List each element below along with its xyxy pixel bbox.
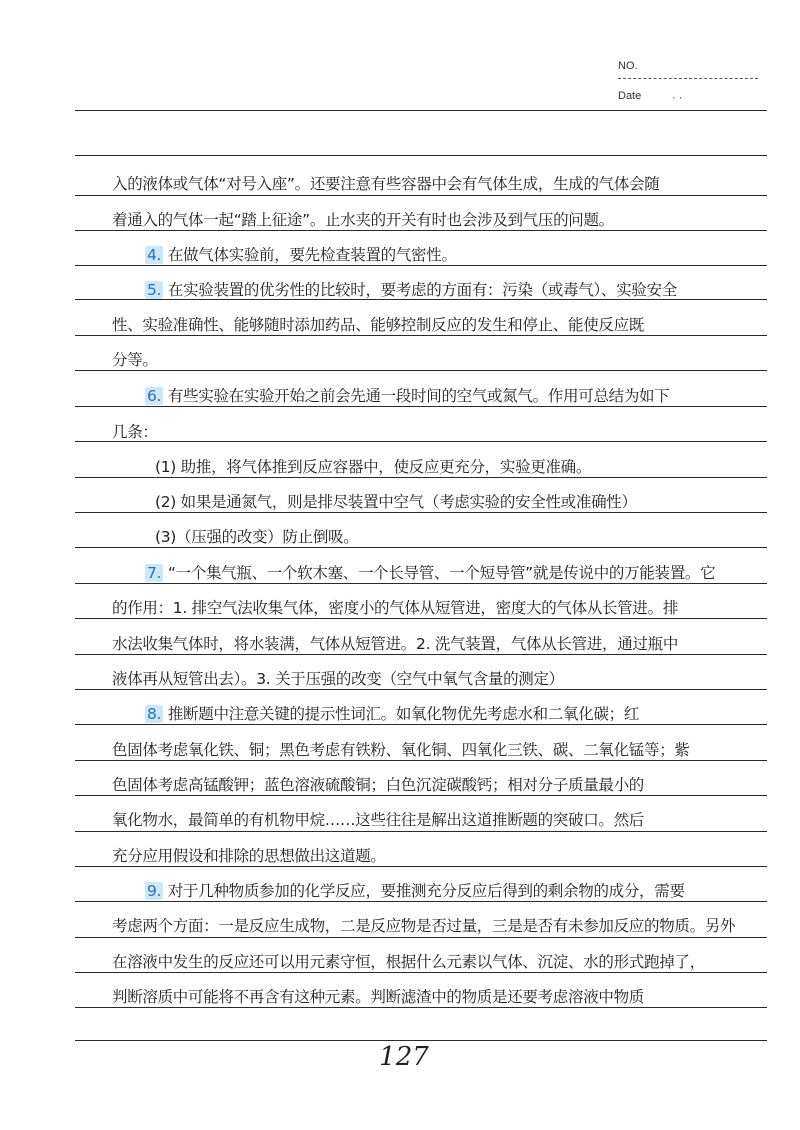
no-label: NO. [618, 60, 638, 72]
text-line: 氧化物水，最简单的有机物甲烷……这些往往是解出这道推断题的突破口。然后 [112, 811, 645, 829]
text-line: 的作用：1. 排空气法收集气体，密度小的气体从短管进，密度大的气体从长管进。排 [112, 599, 679, 617]
rule-line [75, 370, 767, 371]
rule-line [75, 760, 767, 761]
rule-line [75, 512, 767, 513]
text-line: 7. “一个集气瓶、一个软木塞、一个长导管、一个短导管”就是传说中的万能装置。它 [147, 564, 716, 582]
rule-line [75, 335, 767, 336]
text-line: 在溶液中发生的反应还可以用元素守恒，根据什么元素以气体、沉淀、水的形式跑掉了， [112, 953, 705, 971]
text-line: 入的液体或气体“对号入座”。还要注意有些容器中会有气体生成，生成的气体会随 [112, 175, 660, 193]
rule-line [75, 583, 767, 584]
item-number: 5. [147, 281, 162, 299]
rule-line [75, 230, 767, 231]
text-line: 6. 有些实验在实验开始之前会先通一段时间的空气或氮气。作用可总结为如下 [147, 387, 670, 405]
text-line: 水法收集气体时，将水装满，气体从短管进。2. 洗气装置，气体从长管进，通过瓶中 [112, 635, 679, 653]
date-label: Date [618, 90, 642, 102]
text-line: 充分应用假设和排除的思想做出这道题。 [112, 847, 386, 865]
text-line: 5. 在实验装置的优劣性的比较时，要考虑的方面有：污染（或毒气）、实验安全 [147, 281, 677, 299]
rule-line [75, 618, 767, 619]
text-line: (3)（压强的改变）防止倒吸。 [155, 528, 359, 546]
rule-line [75, 831, 767, 832]
text-line: 分等。 [112, 351, 158, 369]
rule-line [75, 110, 767, 111]
rule-line [75, 654, 767, 655]
item-number: 4. [147, 246, 162, 264]
rule-line [75, 689, 767, 690]
text-line: 着通入的气体一起“踏上征途”。止水夹的开关有时也会涉及到气压的问题。 [112, 211, 614, 229]
item-number: 8. [147, 705, 162, 723]
text-line: 考虑两个方面：一是反应生成物，二是反应物是否过量，三是是否有未参加反应的物质。另外 [112, 917, 736, 935]
item-number: 7. [147, 564, 162, 582]
rule-line [75, 866, 767, 867]
item-number: 9. [147, 882, 162, 900]
text-line: 色固体考虑高锰酸钾；蓝色溶液硫酸铜；白色沉淀碳酸钙；相对分子质量最小的 [112, 776, 645, 794]
text-line: (1) 助推，将气体推到反应容器中，使反应更充分，实验更准确。 [155, 458, 592, 476]
text-line: 4. 在做气体实验前，要先检查装置的气密性。 [147, 246, 457, 264]
no-dotted-line [618, 78, 758, 79]
rule-line [75, 477, 767, 478]
rule-line [75, 972, 767, 973]
rule-line [75, 155, 767, 156]
rule-line [75, 937, 767, 938]
rule-line [75, 1007, 767, 1008]
rule-line [75, 265, 767, 266]
date-dots: · · [672, 92, 683, 104]
rule-line [75, 724, 767, 725]
item-number: 6. [147, 387, 162, 405]
text-line: 判断溶质中可能将不再含有这种元素。判断滤渣中的物质是还要考虑溶液中物质 [112, 988, 645, 1006]
rule-line [75, 795, 767, 796]
rule-line [75, 1040, 767, 1041]
text-line: 8. 推断题中注意关键的提示性词汇。如氧化物优先考虑水和二氧化碳；红 [147, 705, 640, 723]
text-line: 几条： [112, 423, 158, 441]
text-line: 9. 对于几种物质参加的化学反应，要推测充分反应后得到的剩余物的成分，需要 [147, 882, 685, 900]
text-line: (2) 如果是通氮气，则是排尽装置中空气（考虑实验的安全性或准确性） [155, 493, 637, 511]
text-line: 液体再从短管出去）。3. 关于压强的改变（空气中氧气含量的测定） [112, 670, 564, 688]
text-line: 色固体考虑氧化铁、铜；黑色考虑有铁粉、氧化铜、四氧化三铁、碳、二氧化锰等；紫 [112, 741, 690, 759]
rule-line [75, 406, 767, 407]
text-line: 性、实验准确性、能够随时添加药品、能够控制反应的发生和停止、能使反应既 [112, 316, 645, 334]
rule-line [75, 547, 767, 548]
rule-line [75, 195, 767, 196]
page-number: 127 [379, 1042, 429, 1072]
rule-line [75, 901, 767, 902]
